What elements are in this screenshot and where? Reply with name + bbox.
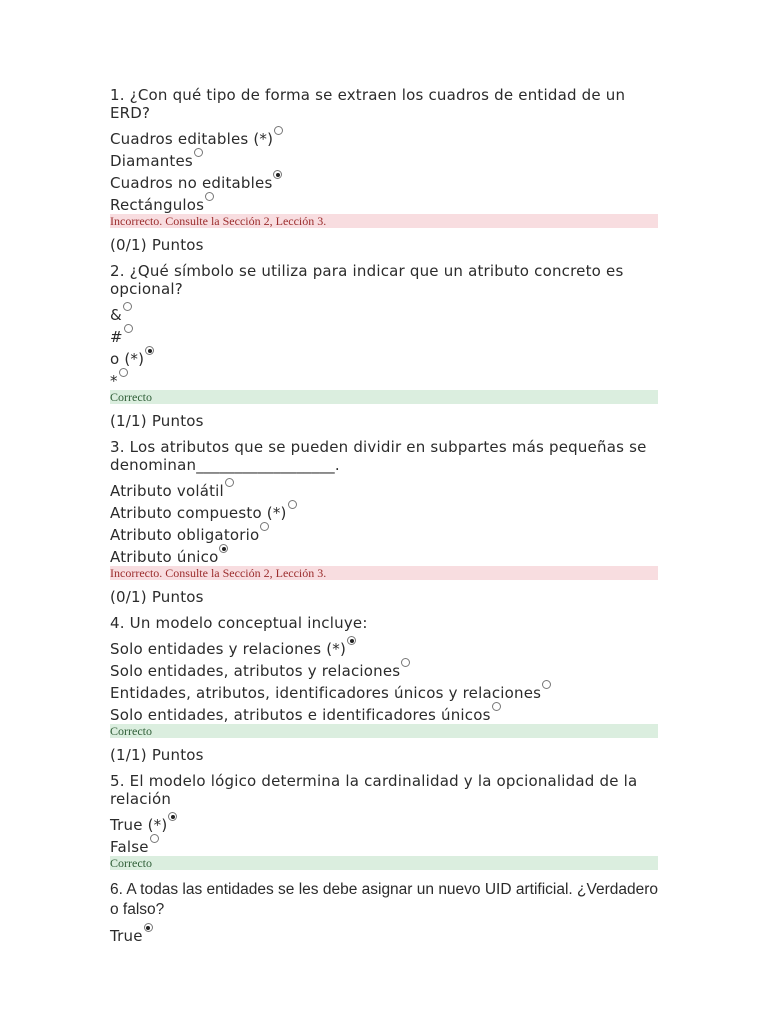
question-text: 4. Un modelo conceptual incluye: <box>110 614 368 632</box>
answer-option-label: Atributo único <box>110 548 219 566</box>
answer-option-label: False <box>110 838 149 856</box>
answer-option-label: & <box>110 306 122 324</box>
answer-option[interactable] <box>110 192 658 214</box>
answer-option-label: Atributo compuesto (*) <box>110 504 287 522</box>
answer-option-label: True <box>110 927 143 945</box>
answer-option[interactable] <box>110 544 658 566</box>
radio-selected-icon[interactable] <box>273 170 282 179</box>
radio-unselected-icon[interactable] <box>288 500 297 509</box>
answer-option[interactable] <box>110 923 658 945</box>
answer-option-label: # <box>110 328 123 346</box>
answer-option-label: Cuadros no editables <box>110 174 273 192</box>
question-2 <box>110 262 658 430</box>
answer-option[interactable] <box>110 522 658 544</box>
answer-option[interactable] <box>110 126 658 148</box>
question-5 <box>110 772 658 880</box>
answer-option[interactable] <box>110 834 658 856</box>
quiz-container <box>110 86 658 945</box>
question-4 <box>110 614 658 764</box>
points-score: (1/1) Puntos <box>110 412 204 430</box>
radio-unselected-icon[interactable] <box>150 834 159 843</box>
answer-option[interactable] <box>110 500 658 522</box>
radio-selected-icon[interactable] <box>145 346 154 355</box>
answer-option-label: Entidades, atributos, identificadores únicos y relaciones <box>110 684 542 702</box>
radio-selected-icon[interactable] <box>168 812 177 821</box>
radio-unselected-icon[interactable] <box>401 658 410 667</box>
answer-option[interactable] <box>110 346 658 368</box>
answer-option-label: Cuadros editables (*) <box>110 130 274 148</box>
answer-option-label: Rectángulos <box>110 196 205 214</box>
answer-option-label: Solo entidades, atributos y relaciones <box>110 662 401 680</box>
question-1 <box>110 86 658 254</box>
answer-option-label: True (*) <box>110 816 168 834</box>
answer-option[interactable] <box>110 324 658 346</box>
answer-option-label: * <box>110 372 118 390</box>
answer-option[interactable] <box>110 812 658 834</box>
spacer <box>110 870 658 880</box>
radio-unselected-icon[interactable] <box>260 522 269 531</box>
feedback-banner: Correcto <box>110 856 658 870</box>
answer-option-label: o (*) <box>110 350 145 368</box>
question-text: 2. ¿Qué símbolo se utiliza para indicar que un atributo concreto es opcional? <box>110 262 624 298</box>
radio-unselected-icon[interactable] <box>124 324 133 333</box>
feedback-banner: Correcto <box>110 390 658 404</box>
radio-selected-icon[interactable] <box>144 923 153 932</box>
answer-option[interactable] <box>110 658 658 680</box>
points-score: (0/1) Puntos <box>110 236 204 254</box>
answer-option[interactable] <box>110 368 658 390</box>
question-text: 1. ¿Con qué tipo de forma se extraen los cuadros de entidad de un ERD? <box>110 86 626 122</box>
answer-option[interactable] <box>110 148 658 170</box>
radio-unselected-icon[interactable] <box>123 302 132 311</box>
question-3 <box>110 438 658 606</box>
question-text: 5. El modelo lógico determina la cardinalidad y la opcionalidad de la relación <box>110 772 638 808</box>
radio-unselected-icon[interactable] <box>274 126 283 135</box>
answer-option-label: Atributo volátil <box>110 482 224 500</box>
radio-unselected-icon[interactable] <box>119 368 128 377</box>
radio-unselected-icon[interactable] <box>205 192 214 201</box>
radio-unselected-icon[interactable] <box>492 702 501 711</box>
question-text: 6. A todas las entidades se les debe asignar un nuevo UID artificial. ¿Verdadero o falso? <box>110 881 659 918</box>
radio-unselected-icon[interactable] <box>225 478 234 487</box>
answer-option[interactable] <box>110 636 658 658</box>
radio-selected-icon[interactable] <box>347 636 356 645</box>
radio-unselected-icon[interactable] <box>542 680 551 689</box>
answer-option-label: Diamantes <box>110 152 193 170</box>
feedback-banner: Correcto <box>110 724 658 738</box>
answer-option[interactable] <box>110 702 658 724</box>
question-text: 3. Los atributos que se pueden dividir en subpartes más pequeñas se denominan__________________. <box>110 438 647 474</box>
radio-unselected-icon[interactable] <box>194 148 203 157</box>
answer-option-label: Solo entidades y relaciones (*) <box>110 640 347 658</box>
feedback-banner: Incorrecto. Consulte la Sección 2, Lección 3. <box>110 566 658 580</box>
answer-option[interactable] <box>110 680 658 702</box>
feedback-banner: Incorrecto. Consulte la Sección 2, Lección 3. <box>110 214 658 228</box>
answer-option-label: Atributo obligatorio <box>110 526 260 544</box>
points-score: (1/1) Puntos <box>110 746 204 764</box>
radio-selected-icon[interactable] <box>219 544 228 553</box>
points-score: (0/1) Puntos <box>110 588 204 606</box>
question-6 <box>110 880 658 945</box>
answer-option[interactable] <box>110 478 658 500</box>
answer-option[interactable] <box>110 170 658 192</box>
answer-option-label: Solo entidades, atributos e identificadores únicos <box>110 706 491 724</box>
answer-option[interactable] <box>110 302 658 324</box>
